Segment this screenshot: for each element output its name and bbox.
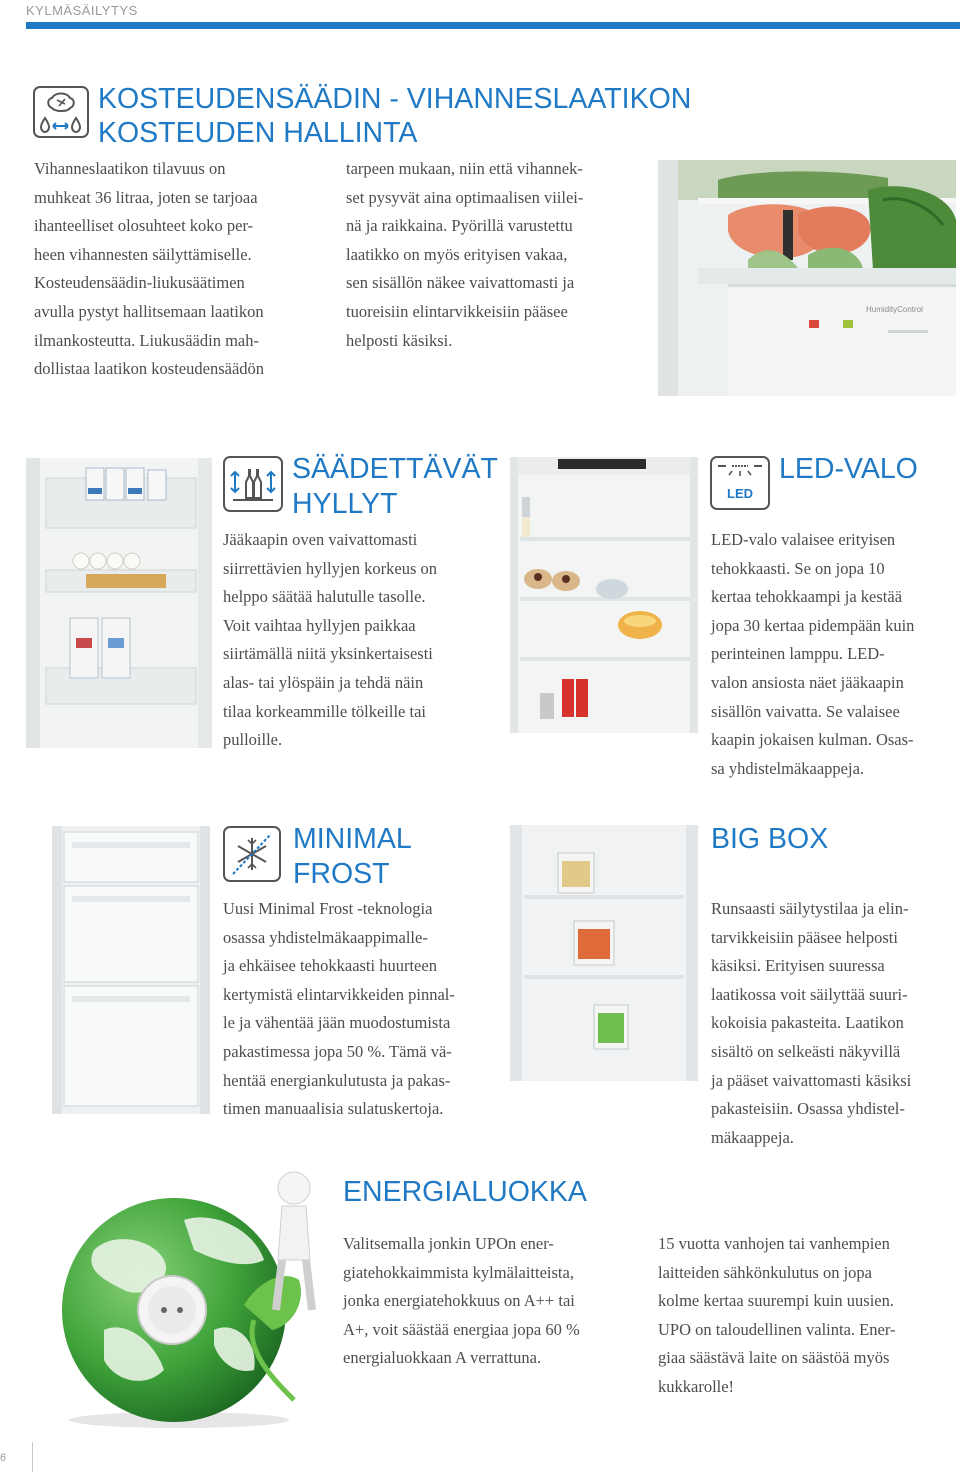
page-rule <box>32 1442 33 1472</box>
humidity-control-label: HumidityControl <box>866 305 923 314</box>
big-box-photo <box>510 825 698 1081</box>
led-text: LED-valo valaisee erityisen tehokkaasti. Se on jopa 10 kertaa tehokkaampi ja kestää jopa 30 kertaa pidempään kuin perinteinen lamppu. LED- valon ansiosta näet jääkaapin sisällön vaivatta. Se valaisee kaapin jokaisen kulman. Osas- sa yhdistelmäkaappeja. <box>711 530 915 778</box>
led-icon <box>710 456 770 510</box>
bigbox-title: BIG BOX <box>711 823 829 855</box>
energy-text-col2: 15 vuotta vanhojen tai vanhempien laitteiden sähkönkulutus on jopa kolme kertaa suurempi kuin uusien. UPO on taloudellinen valinta. Ener- giaa säästävä laite on säästöä myös kukkarolle! <box>658 1234 896 1396</box>
section-label: KYLMÄSÄILYTYS <box>26 3 138 18</box>
bigbox-text: Runsaasti säilytystilaa ja elin- tarvikkeisiin pääsee helposti käsiksi. Erityisen suuressa laatikossa voit säilyttää suuri- kokoisia pakasteita. Laatikon sisältö on selkeästi näkyvillä ja pääset vaivattomasti käsiksi pakasteisiin. Osassa yhdistel- mäkaappeja. <box>711 899 912 1147</box>
page-number: 6 <box>0 1452 7 1464</box>
freezer-drawers-photo <box>52 826 210 1114</box>
frost-text: Uusi Minimal Frost -teknologia osassa yhdistelmäkaappimalle- ja ehkäisee tehokkaasti huurteen kertymistä elintarvikkeiden pinnal- le ja vähentää jään muodostumista pakastimessa jopa 50 %. Tämä vä- hentää energiankulutusta ja pakas- timen manuaalisia sulatuskertoja. <box>223 899 455 1119</box>
energy-title: ENERGIALUOKKA <box>343 1176 587 1208</box>
humidity-text-col1: Vihanneslaatikon tilavuus on muhkeat 36 litraa, joten se tarjoaa ihanteelliset olosuhteet koko per- heen vihannesten säilyttämiselle. Kosteudensäädin-liukusäätimen avulla pystyt hallitsemaan laatikon ilmankosteutta. Liukusäädin mah- dollistaa laatikon kosteudensäädön <box>34 159 265 379</box>
header-rule <box>26 22 960 29</box>
green-globe-illustration <box>44 1160 334 1430</box>
shelves-title: SÄÄDETTÄVÄT HYLLYT <box>292 453 498 520</box>
humidity-icon <box>33 86 89 138</box>
led-title: LED-VALO <box>779 453 918 485</box>
humidity-text-col2: tarpeen mukaan, niin että vihannek- set pysyvät aina optimaalisen viilei- nä ja raikkaina. Pyörillä varustettu laatikko on myös erityisen vakaa, sen sisällön näkee vaivattomasti ja tuoreisiin elintarvikkeisiin pääsee helposti käsiksi. <box>346 159 584 350</box>
frost-title: MINIMAL FROST <box>293 823 412 890</box>
door-shelves-photo <box>26 458 212 748</box>
vegetable-drawer-photo <box>658 160 956 396</box>
humidity-title: KOSTEUDENSÄÄDIN - VIHANNESLAATIKON KOSTEUDEN HALLINTA <box>98 83 692 149</box>
shelves-text: Jääkaapin oven vaivattomasti siirrettävien hyllyjen korkeus on helppo säätää halutulle tasolle. Voit vaihtaa hyllyjen paikkaa siirtämällä niitä yksinkertaisesti alas- tai ylöspäin ja tehdä näin tilaa korkeammille tölkeille tai pulloille. <box>223 530 437 750</box>
adjustable-shelves-icon <box>223 456 283 512</box>
led-icon-label: LED <box>727 486 753 501</box>
snowflake-icon <box>223 826 281 882</box>
energy-text-col1: Valitsemalla jonkin UPOn ener- giatehokkaimmista kylmälaitteista, jonka energiatehokkuus on A++ tai A+, voit säästää energiaa jopa 60 % energialuokkaan A verrattuna. <box>343 1234 580 1368</box>
fridge-interior-photo <box>510 457 698 733</box>
